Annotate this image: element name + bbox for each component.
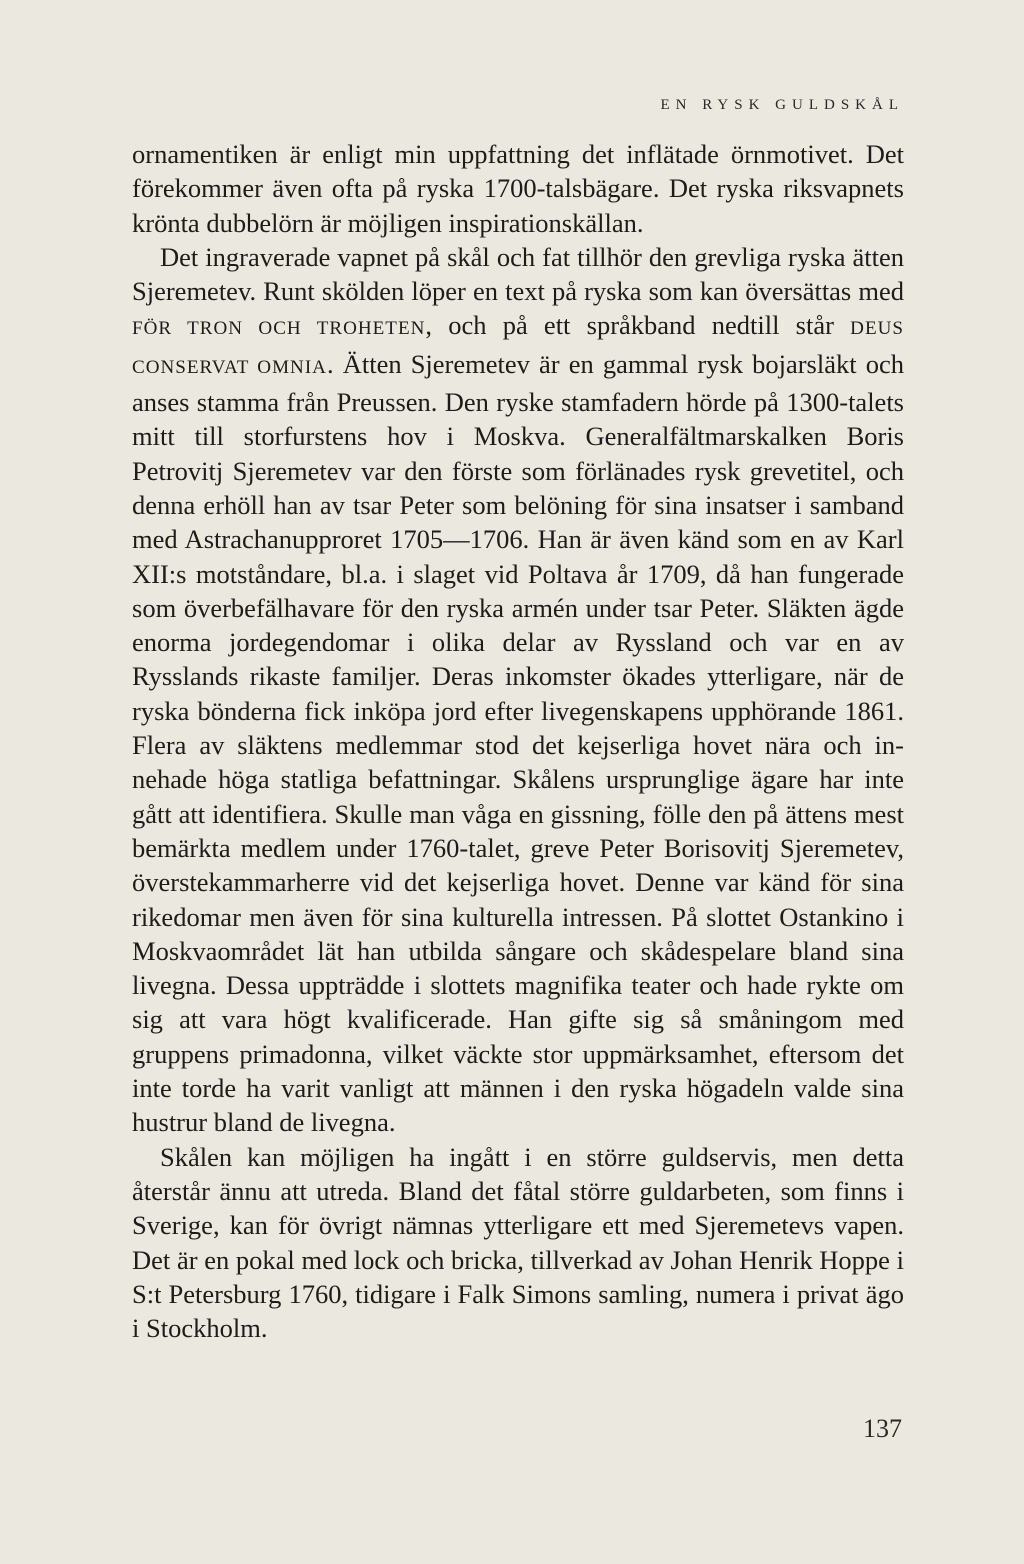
paragraph-2-part-b: , och på ett språkband nedtill står (425, 310, 851, 341)
paragraph-2-part-c: . Ätten Sjeremetev är en gammal rysk bojarsläkt och anses stamma från Preussen. Den ryske stamfadern hörde på 1300-talets mitt till storfurstens hov i Moskva. Generalfältmarskalken Boris Petrovitj Sjeremetev var den förste som förlänades rysk grevetitel, och denna erhöll han av tsar Peter som belöning för sina insatser i samband med Astrachanupproret 1705—1706. Han är även känd som en av Karl XII:s motståndare, bl.a. i slaget vid Poltava år 1709, då han fungerade som överbefälhavare för den ryska armén under tsar Peter. Släkten ägde enorma jordegendomar i olika delar av Ryssland och var en av Rysslands rikaste familjer. Deras inkomster ökades ytterligare, när de ryska bönderna fick inköpa jord efter livegenskapens upphörande 1861. Flera av släktens medlemmar stod det kejserliga hovet nära och innehade höga statliga befattningar. Skålens ursprunglige ägare har inte gått att identifiera. Skulle man våga en gissning, fölle den på ättens mest bemärkta medlem under 1760-talet, greve Peter Borisovitj Sjeremetev, överstekammarherre vid det kejserliga hovet. Denne var känd för sina rikedomar men även för sina kulturella intressen. På slottet Ostankino i Moskvaområdet lät han utbilda sångare och skådespelare bland sina livegna. Dessa uppträdde i slottets magnifika teater och hade rykte om sig att vara högt kvalificerade. Han gifte sig så småningom med gruppens primadonna, vilket väckte stor uppmärksamhet, eftersom det inte torde ha varit vanligt att männen i den ryska högadeln valde sina hustrur bland de livegna. (132, 348, 904, 1138)
running-head: EN RYSK GULDSKÅL (660, 97, 904, 113)
small-caps-motto-1: FÖR TRON OCH TROHETEN (132, 318, 426, 340)
paragraph-2 (132, 240, 904, 1140)
paragraph-1: ornamentiken är enligt min uppfattning det inflätade örnmotivet. Det förekommer även ofta på ryska 1700-talsbägare. Det ryska riksvapnets krönta dubbelörn är möjligen inspirationskällan. (132, 139, 904, 238)
small-caps-motto-2: DEUS CONSERVAT OMNIA (132, 318, 904, 378)
paragraph-3: Skålen kan möjligen ha ingått i en större guldservis, men detta återstår ännu att utreda. Bland det fåtal större guldarbeten, som finns i Sverige, kan för övrigt nämnas ytterligare ett med Sjeremetevs vapen. Det är en pokal med lock och bricka, tillverkad av Johan Henrik Hoppe i S:t Petersburg 1760, tidigare i Falk Simons samling, numera i privat ägo i Stockholm. (132, 1141, 904, 1344)
body-text (132, 137, 904, 1345)
paragraph-2-part-a: Det ingraverade vapnet på skål och fat tillhör den grevliga ryska ätten Sjeremetev. Runt skölden löper en text på ryska som kan översättas med (132, 241, 904, 307)
page-number: 137 (863, 1414, 902, 1443)
